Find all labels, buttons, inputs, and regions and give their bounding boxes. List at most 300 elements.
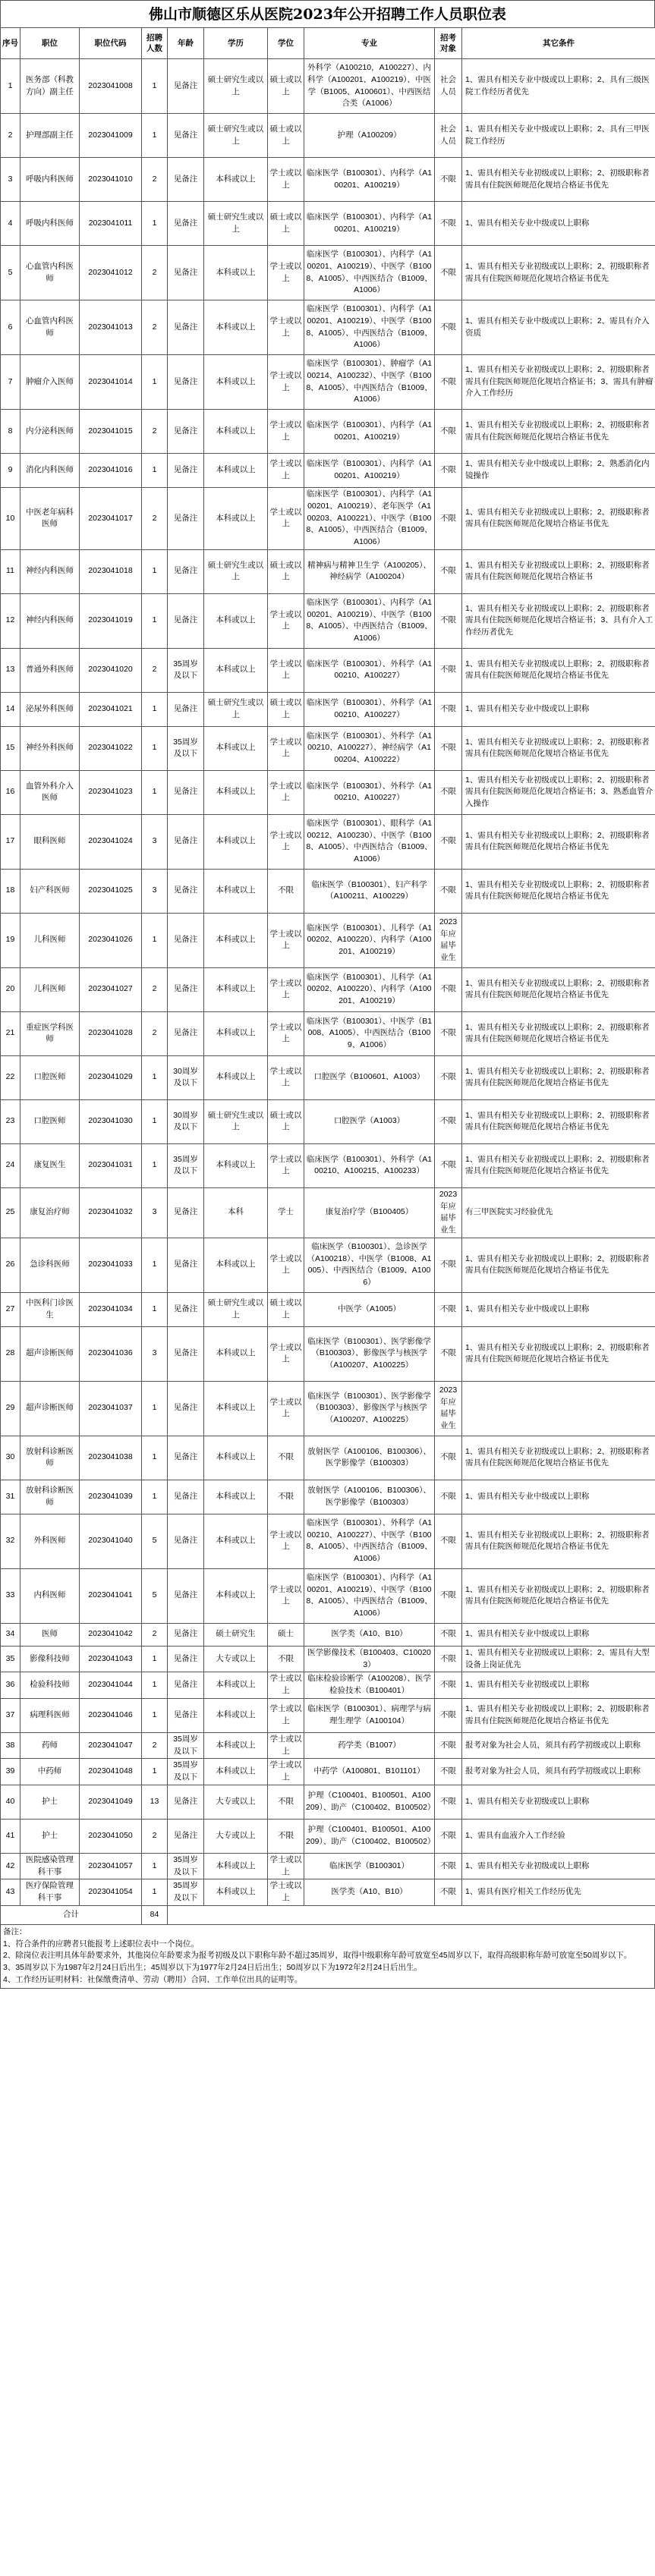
cell-post: 药师 [20, 1732, 80, 1759]
cell-post: 护士 [20, 1819, 80, 1853]
cell-post: 妇产科医师 [20, 869, 80, 913]
cell-count: 3 [142, 814, 168, 869]
cell-code: 2023041019 [80, 593, 142, 648]
header-edu: 学历 [204, 28, 268, 59]
cell-code: 2023041057 [80, 1853, 142, 1879]
cell-seq: 6 [1, 300, 20, 355]
cell-post: 肿瘤介入医师 [20, 355, 80, 410]
cell-edu: 本科或以上 [204, 1732, 268, 1759]
table-row [1, 593, 655, 648]
cell-post: 医师 [20, 1623, 80, 1646]
cell-target: 不限 [435, 1732, 462, 1759]
cell-degree: 硕士或以上 [268, 692, 304, 726]
cell-age: 见备注 [168, 1646, 204, 1672]
cell-post: 康复治疗师 [20, 1187, 80, 1238]
cell-degree: 学士或以上 [268, 1011, 304, 1055]
cell-seq: 1 [1, 59, 20, 114]
cell-post: 外科医师 [20, 1514, 80, 1568]
cell-other: 1、需具有相关专业初级或以上职称；2、初级职称者需具有住院医师规范化规培合格证书优先 [462, 1698, 655, 1732]
cell-seq: 8 [1, 410, 20, 454]
cell-age: 见备注 [168, 1568, 204, 1623]
positions-table [0, 27, 655, 1925]
table-body [1, 59, 655, 1906]
cell-age: 见备注 [168, 593, 204, 648]
table-row [1, 770, 655, 814]
cell-seq: 30 [1, 1436, 20, 1480]
cell-code: 2023041031 [80, 1143, 142, 1187]
cell-other: 1、需具有相关专业初级或以上职称；2、初级职称者需具有住院医师规范化规培合格证书优先 [462, 158, 655, 202]
cell-seq: 10 [1, 488, 20, 550]
cell-target: 不限 [435, 1514, 462, 1568]
cell-code: 2023041022 [80, 726, 142, 770]
cell-age: 35周岁及以下 [168, 1732, 204, 1759]
cell-seq: 20 [1, 967, 20, 1011]
table-row [1, 1672, 655, 1699]
cell-age: 35周岁及以下 [168, 1143, 204, 1187]
cell-degree: 不限 [268, 1436, 304, 1480]
cell-major: 临床医学（B100301）、中医学（B1008、A1005）、中西医结合（B1009、A1006） [304, 1011, 435, 1055]
cell-seq: 41 [1, 1819, 20, 1853]
cell-major: 临床医学（B100301）、内科学（A100201、A100219）、中医学（B1008、A1005）、中西医结合（B1009、A1006） [304, 300, 435, 355]
cell-major: 临床医学（B100301）、病理学与病理生理学（A100104） [304, 1698, 435, 1732]
cell-seq: 5 [1, 246, 20, 300]
cell-major: 临床医学（B100301） [304, 1853, 435, 1879]
cell-other: 1、需具有相关专业中级或以上职称 [462, 1623, 655, 1646]
cell-target: 不限 [435, 1292, 462, 1326]
cell-age: 见备注 [168, 913, 204, 967]
page-title: 佛山市顺德区乐从医院2023年公开招聘工作人员职位表 [0, 0, 655, 27]
cell-major: 精神病与精神卫生学（A100205）、神经病学（A100204） [304, 549, 435, 593]
cell-degree: 学士或以上 [268, 1238, 304, 1292]
cell-major: 放射医学（A100106、B100306）、医学影像学（B100303） [304, 1436, 435, 1480]
cell-degree: 学士或以上 [268, 1568, 304, 1623]
cell-age: 见备注 [168, 1623, 204, 1646]
cell-other: 1、需具有相关专业初级或以上职称；2、初级职称者需具有住院医师规范化规培合格证书优先 [462, 869, 655, 913]
table-row [1, 1514, 655, 1568]
cell-age: 见备注 [168, 1698, 204, 1732]
cell-seq: 28 [1, 1326, 20, 1381]
cell-post: 康复医生 [20, 1143, 80, 1187]
cell-major: 临床医学（B100301）、外科学（A100210、A100227） [304, 770, 435, 814]
cell-count: 2 [142, 648, 168, 692]
cell-target: 不限 [435, 1143, 462, 1187]
cell-major: 临床医学（B100301）、急诊医学（A100218）、中医学（B1008、A1005）、中西医结合（B1009、A1006） [304, 1238, 435, 1292]
cell-count: 1 [142, 770, 168, 814]
cell-seq: 26 [1, 1238, 20, 1292]
note-line: 备注： [3, 1926, 27, 1936]
cell-degree: 学士或以上 [268, 648, 304, 692]
cell-post: 重症医学科医师 [20, 1011, 80, 1055]
cell-other [462, 1381, 655, 1436]
table-row [1, 410, 655, 454]
cell-seq: 2 [1, 114, 20, 158]
cell-count: 1 [142, 1480, 168, 1514]
cell-edu: 本科或以上 [204, 158, 268, 202]
cell-post: 心血管内科医师 [20, 300, 80, 355]
cell-edu: 本科或以上 [204, 1381, 268, 1436]
cell-count: 1 [142, 355, 168, 410]
table-row [1, 246, 655, 300]
cell-other: 1、需具有相关专业中级或以上职称；2、具有三甲医院工作经历 [462, 114, 655, 158]
cell-major: 口腔医学（A1003） [304, 1099, 435, 1143]
cell-count: 5 [142, 1568, 168, 1623]
cell-other: 1、需具有相关专业初级或以上职称；2、初级职称者需具有住院医师规范化规培合格证书优先 [462, 1436, 655, 1480]
cell-target: 不限 [435, 1853, 462, 1879]
cell-edu: 硕士研究生或以上 [204, 114, 268, 158]
cell-seq: 9 [1, 454, 20, 488]
note-line: 2、除岗位表注明具体年龄要求外，其他岗位年龄要求为报考初级及以下职称年龄不超过35周岁，取得中级职称年龄可放宽至45周岁以下，取得高级职称年龄可放宽至50周岁以下。 [3, 1951, 632, 1961]
cell-other: 1、需具有相关专业初级或以上职称；2、初级职称者需具有住院医师规范化规培合格证书 [462, 549, 655, 593]
cell-target: 不限 [435, 770, 462, 814]
cell-edu: 硕士研究生或以上 [204, 692, 268, 726]
cell-major: 临床医学（B100301）、眼科学（A100212、A100230）、中医学（B1008、A1005）、中西医结合（B1009、A1006） [304, 814, 435, 869]
cell-count: 2 [142, 1623, 168, 1646]
cell-major: 临床医学（B100301）、儿科学（A100202、A100220）、内科学（A100201、A100219） [304, 967, 435, 1011]
table-row [1, 1238, 655, 1292]
cell-count: 3 [142, 1326, 168, 1381]
cell-other: 1、需具有相关专业初级或以上职称；2、初级职称者需具有住院医师规范化规培合格证书；3、具有介入工作经历者优先 [462, 593, 655, 648]
cell-edu: 大专或以上 [204, 1646, 268, 1672]
cell-degree: 学士或以上 [268, 967, 304, 1011]
cell-count: 1 [142, 1436, 168, 1480]
cell-age: 见备注 [168, 114, 204, 158]
cell-post: 内分泌科医师 [20, 410, 80, 454]
cell-target: 不限 [435, 869, 462, 913]
cell-seq: 14 [1, 692, 20, 726]
cell-edu: 本科或以上 [204, 726, 268, 770]
cell-post: 中医科门诊医生 [20, 1292, 80, 1326]
cell-seq: 38 [1, 1732, 20, 1759]
cell-target: 不限 [435, 488, 462, 550]
cell-degree: 硕士或以上 [268, 1292, 304, 1326]
cell-count: 1 [142, 1646, 168, 1672]
cell-other: 1、需具有相关专业初级或以上职称；2、初级职称者需具有住院医师规范化规培合格证书优先 [462, 1143, 655, 1187]
cell-code: 2023041024 [80, 814, 142, 869]
cell-other: 1、需具有相关专业初级或以上职称；2、初级职称者需具有住院医师规范化规培合格证书优先 [462, 814, 655, 869]
cell-other: 1、需具有相关专业中级或以上职称；2、具有三级医院工作经历者优先 [462, 59, 655, 114]
cell-seq: 34 [1, 1623, 20, 1646]
cell-post: 放射科诊断医师 [20, 1480, 80, 1514]
cell-code: 2023041015 [80, 410, 142, 454]
cell-post: 泌尿外科医师 [20, 692, 80, 726]
cell-degree: 学士或以上 [268, 770, 304, 814]
table-row [1, 1292, 655, 1326]
cell-age: 见备注 [168, 1785, 204, 1819]
cell-age: 见备注 [168, 355, 204, 410]
cell-target: 不限 [435, 1698, 462, 1732]
cell-degree: 不限 [268, 1480, 304, 1514]
table-row [1, 913, 655, 967]
cell-edu: 本科或以上 [204, 246, 268, 300]
cell-age: 见备注 [168, 1238, 204, 1292]
cell-major: 临床医学（B100301）、医学影像学（B100303）、影像医学与核医学（A100207、A100225） [304, 1326, 435, 1381]
cell-degree: 不限 [268, 1646, 304, 1672]
cell-code: 2023041040 [80, 1514, 142, 1568]
table-row [1, 1568, 655, 1623]
cell-post: 口腔医师 [20, 1099, 80, 1143]
cell-code: 2023041017 [80, 488, 142, 550]
cell-edu: 本科或以上 [204, 1759, 268, 1785]
cell-major: 临床医学（B100301）、内科学（A100201、A100219）、中医学（B1008、A1005）、中西医结合（B1009、A1006） [304, 1568, 435, 1623]
cell-count: 1 [142, 1759, 168, 1785]
cell-major: 放射医学（A100106、B100306）、医学影像学（B100303） [304, 1480, 435, 1514]
cell-post: 医务部（科教方向）副主任 [20, 59, 80, 114]
cell-post: 消化内科医师 [20, 454, 80, 488]
cell-age: 见备注 [168, 770, 204, 814]
cell-edu: 硕士研究生或以上 [204, 1292, 268, 1326]
header-major: 专业 [304, 28, 435, 59]
cell-other: 1、需具有相关专业初级或以上职称；2、初级职称者需具有住院医师规范化规培合格证书优先 [462, 1099, 655, 1143]
cell-code: 2023041037 [80, 1381, 142, 1436]
cell-degree: 学士或以上 [268, 1326, 304, 1381]
cell-count: 13 [142, 1785, 168, 1819]
cell-count: 1 [142, 1143, 168, 1187]
cell-major: 临床医学（B100301）、内科学（A100201、A100219）、中医学（B1008、A1005）、中西医结合（B1009、A1006） [304, 593, 435, 648]
cell-edu: 大专或以上 [204, 1785, 268, 1819]
header-seq: 序号 [1, 28, 20, 59]
cell-other: 1、需具有相关专业中级或以上职称；2、需具有介入资质 [462, 300, 655, 355]
cell-code: 2023041010 [80, 158, 142, 202]
total-label: 合计 [1, 1905, 142, 1924]
cell-target: 不限 [435, 593, 462, 648]
cell-major: 临床医学（B100301）、儿科学（A100202、A100220）、内科学（A100201、A100219） [304, 913, 435, 967]
table-row [1, 549, 655, 593]
cell-edu: 本科或以上 [204, 355, 268, 410]
cell-major: 临床医学（B100301）、肿瘤学（A100214、A100232）、中医学（B1008、A1005）、中西医结合（B1009、A1006） [304, 355, 435, 410]
cell-seq: 12 [1, 593, 20, 648]
cell-edu: 本科或以上 [204, 814, 268, 869]
cell-code: 2023041044 [80, 1672, 142, 1699]
cell-edu: 本科或以上 [204, 1568, 268, 1623]
cell-degree: 学士或以上 [268, 1732, 304, 1759]
cell-major: 临床医学（B100301）、外科学（A100210、A100227） [304, 648, 435, 692]
cell-count: 1 [142, 1238, 168, 1292]
cell-target: 不限 [435, 1646, 462, 1672]
cell-post: 放射科诊断医师 [20, 1436, 80, 1480]
cell-post: 中药师 [20, 1759, 80, 1785]
cell-target: 不限 [435, 1623, 462, 1646]
cell-seq: 37 [1, 1698, 20, 1732]
cell-code: 2023041046 [80, 1698, 142, 1732]
table-row [1, 1853, 655, 1879]
cell-target: 社会人员 [435, 114, 462, 158]
cell-degree: 学士或以上 [268, 1055, 304, 1099]
cell-major: 中药学（A100801、B101101） [304, 1759, 435, 1785]
cell-major: 护理（C100401、B100501、A100209）、助产（C100402、B100502） [304, 1785, 435, 1819]
table-row [1, 1732, 655, 1759]
table-row [1, 1187, 655, 1238]
cell-major: 护理（C100401、B100501、A100209）、助产（C100402、B100502） [304, 1819, 435, 1853]
table-row [1, 59, 655, 114]
cell-other: 1、需具有医疗相关工作经历优先 [462, 1879, 655, 1906]
cell-count: 2 [142, 158, 168, 202]
cell-target: 不限 [435, 1326, 462, 1381]
cell-post: 护士 [20, 1785, 80, 1819]
cell-degree: 学士或以上 [268, 1381, 304, 1436]
table-row [1, 1099, 655, 1143]
cell-seq: 18 [1, 869, 20, 913]
cell-seq: 24 [1, 1143, 20, 1187]
cell-degree: 硕士或以上 [268, 114, 304, 158]
cell-other: 1、需具有相关专业初级或以上职称；2、初级职称者需具有住院医师规范化规培合格证书优先 [462, 1514, 655, 1568]
cell-target: 2023年应届毕业生 [435, 1381, 462, 1436]
cell-degree: 学士或以上 [268, 1853, 304, 1879]
cell-other: 1、需具有相关专业初级或以上职称；2、初级职称者需具有住院医师规范化规培合格证书；3、熟悉血管介入操作 [462, 770, 655, 814]
cell-degree: 硕士 [268, 1623, 304, 1646]
table-row [1, 355, 655, 410]
cell-major: 临床医学（B100301）、外科学（A100210、A100215、A100233） [304, 1143, 435, 1187]
cell-seq: 29 [1, 1381, 20, 1436]
cell-other [462, 913, 655, 967]
cell-other: 1、需具有相关专业初级或以上职称；2、初级职称者需具有住院医师规范化规培合格证书优先 [462, 246, 655, 300]
cell-age: 见备注 [168, 1480, 204, 1514]
cell-edu: 大专或以上 [204, 1819, 268, 1853]
cell-target: 不限 [435, 967, 462, 1011]
cell-code: 2023041027 [80, 967, 142, 1011]
cell-edu: 本科或以上 [204, 1853, 268, 1879]
cell-post: 护理部副主任 [20, 114, 80, 158]
cell-code: 2023041043 [80, 1646, 142, 1672]
cell-major: 临床检验诊断学（A100208）、医学检验技术（B100401） [304, 1672, 435, 1699]
cell-edu: 硕士研究生或以上 [204, 202, 268, 246]
cell-age: 见备注 [168, 692, 204, 726]
cell-target: 不限 [435, 1011, 462, 1055]
cell-target: 不限 [435, 1055, 462, 1099]
table-row [1, 1646, 655, 1672]
cell-code: 2023041036 [80, 1326, 142, 1381]
cell-edu: 硕士研究生或以上 [204, 1099, 268, 1143]
cell-edu: 硕士研究生或以上 [204, 59, 268, 114]
table-row [1, 1785, 655, 1819]
cell-degree: 学士或以上 [268, 1672, 304, 1699]
cell-other: 1、需具有相关专业中级或以上职称 [462, 1480, 655, 1514]
cell-seq: 40 [1, 1785, 20, 1819]
cell-degree: 学士或以上 [268, 726, 304, 770]
cell-count: 1 [142, 1292, 168, 1326]
cell-count: 1 [142, 549, 168, 593]
cell-edu: 本科或以上 [204, 410, 268, 454]
cell-post: 医院感染管理科干事 [20, 1853, 80, 1879]
cell-post: 普通外科医师 [20, 648, 80, 692]
cell-count: 3 [142, 869, 168, 913]
cell-target: 不限 [435, 158, 462, 202]
cell-edu: 本科或以上 [204, 1238, 268, 1292]
cell-degree: 不限 [268, 1785, 304, 1819]
cell-major: 临床医学（B100301）、外科学（A100210、A100227） [304, 692, 435, 726]
cell-other: 1、需具有相关专业初级或以上职称；2、初级职称者需具有住院医师规范化规培合格证书优先 [462, 410, 655, 454]
cell-seq: 4 [1, 202, 20, 246]
cell-code: 2023041011 [80, 202, 142, 246]
cell-target: 不限 [435, 202, 462, 246]
cell-edu: 本科或以上 [204, 593, 268, 648]
cell-seq: 13 [1, 648, 20, 692]
table-row [1, 300, 655, 355]
cell-degree: 学士或以上 [268, 410, 304, 454]
cell-post: 呼吸内科医师 [20, 158, 80, 202]
cell-major: 护理（A100209） [304, 114, 435, 158]
cell-edu: 本科或以上 [204, 1055, 268, 1099]
cell-edu: 本科或以上 [204, 454, 268, 488]
cell-code: 2023041054 [80, 1879, 142, 1906]
cell-degree: 硕士或以上 [268, 202, 304, 246]
cell-code: 2023041034 [80, 1292, 142, 1326]
total-filler [168, 1905, 655, 1924]
cell-target: 不限 [435, 1759, 462, 1785]
cell-age: 见备注 [168, 869, 204, 913]
cell-age: 30周岁及以下 [168, 1099, 204, 1143]
cell-post: 超声诊断医师 [20, 1326, 80, 1381]
cell-code: 2023041014 [80, 355, 142, 410]
table-row [1, 1143, 655, 1187]
cell-age: 见备注 [168, 488, 204, 550]
cell-count: 1 [142, 1381, 168, 1436]
cell-other: 1、需具有相关专业初级或以上职称；2、初级职称者需具有住院医师规范化规培合格证书优先 [462, 648, 655, 692]
cell-edu: 本科或以上 [204, 770, 268, 814]
cell-code: 2023041038 [80, 1436, 142, 1480]
cell-degree: 硕士或以上 [268, 549, 304, 593]
cell-other: 1、需具有相关专业初级或以上职称；2、初级职称者需具有住院医师规范化规培合格证书优先 [462, 1011, 655, 1055]
cell-code: 2023041025 [80, 869, 142, 913]
cell-count: 3 [142, 1187, 168, 1238]
cell-major: 医学类（A10、B10） [304, 1879, 435, 1906]
table-row [1, 726, 655, 770]
cell-target: 不限 [435, 814, 462, 869]
cell-other: 1、需具有相关专业初级或以上职称；2、初级职称者需具有住院医师规范化规培合格证书优先 [462, 726, 655, 770]
cell-edu: 本科或以上 [204, 1143, 268, 1187]
cell-seq: 36 [1, 1672, 20, 1699]
cell-target: 不限 [435, 300, 462, 355]
table-row [1, 1759, 655, 1785]
cell-count: 1 [142, 202, 168, 246]
cell-seq: 17 [1, 814, 20, 869]
table-row [1, 488, 655, 550]
cell-seq: 19 [1, 913, 20, 967]
cell-other: 1、需具有相关专业初级或以上职称；2、初级职称者需具有住院医师规范化规培合格证书优先 [462, 1055, 655, 1099]
cell-target: 2023年应届毕业生 [435, 1187, 462, 1238]
cell-seq: 22 [1, 1055, 20, 1099]
cell-age: 见备注 [168, 967, 204, 1011]
cell-major: 医学类（A10、B10） [304, 1623, 435, 1646]
cell-age: 35周岁及以下 [168, 1759, 204, 1785]
header-count: 招聘人数 [142, 28, 168, 59]
cell-count: 1 [142, 1672, 168, 1699]
cell-count: 1 [142, 593, 168, 648]
table-row [1, 967, 655, 1011]
cell-code: 2023041050 [80, 1819, 142, 1853]
cell-seq: 11 [1, 549, 20, 593]
note-line: 3、35周岁以下为1987年2月24日后出生；45周岁以下为1977年2月24日后出生；50周岁以下为1972年2月24日后出生。 [3, 1963, 423, 1972]
cell-seq: 16 [1, 770, 20, 814]
cell-edu: 本科或以上 [204, 913, 268, 967]
cell-major: 临床医学（B100301）、医学影像学（B100303）、影像医学与核医学（A100207、A100225） [304, 1381, 435, 1436]
cell-count: 2 [142, 1011, 168, 1055]
cell-age: 35周岁及以下 [168, 648, 204, 692]
cell-other: 1、需具有相关专业初级或以上职称；2、初级职称者需具有住院医师规范化规培合格证书；3、需具有肿瘤介入工作经历 [462, 355, 655, 410]
cell-age: 见备注 [168, 59, 204, 114]
table-row [1, 869, 655, 913]
cell-age: 见备注 [168, 202, 204, 246]
cell-age: 见备注 [168, 300, 204, 355]
cell-age: 30周岁及以下 [168, 1055, 204, 1099]
cell-post: 急诊科医师 [20, 1238, 80, 1292]
cell-target: 不限 [435, 1879, 462, 1906]
cell-major: 临床医学（B100301）、妇产科学（A100211、A100229） [304, 869, 435, 913]
cell-count: 2 [142, 410, 168, 454]
cell-degree: 学士或以上 [268, 814, 304, 869]
cell-post: 超声诊断医师 [20, 1381, 80, 1436]
cell-post: 内科医师 [20, 1568, 80, 1623]
cell-target: 不限 [435, 692, 462, 726]
